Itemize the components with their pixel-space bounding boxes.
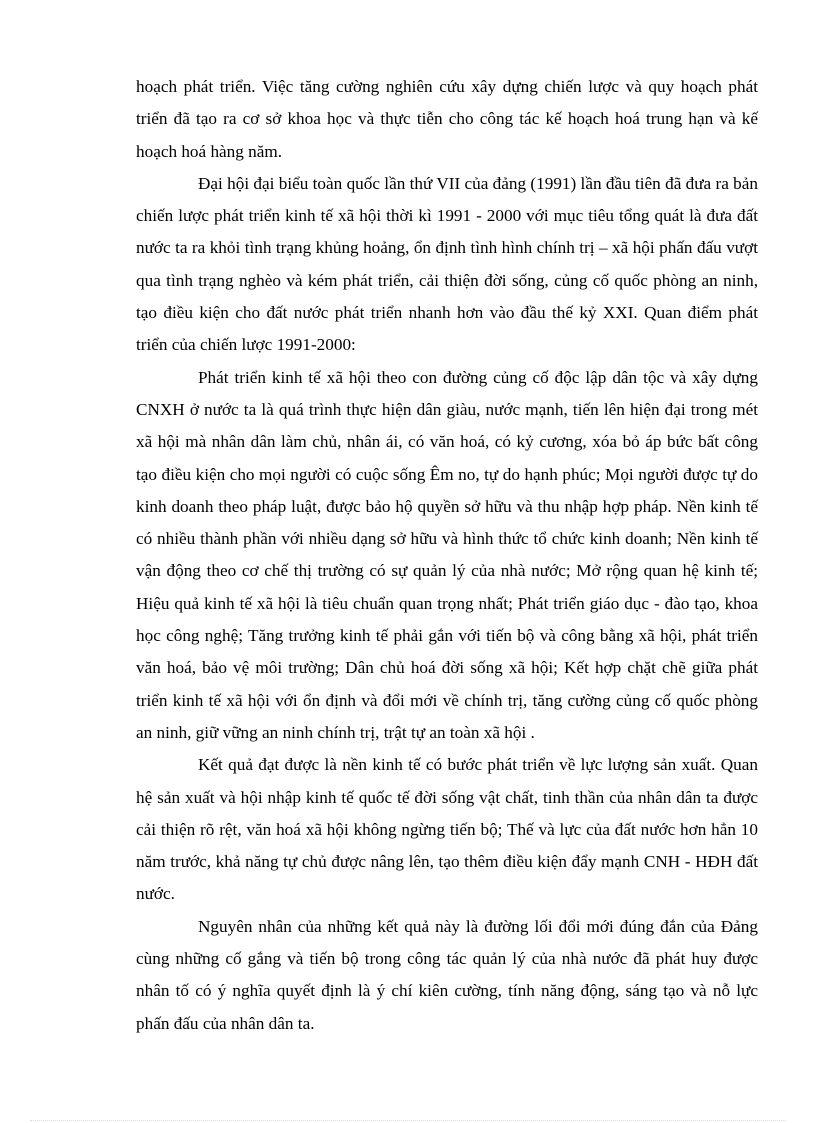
- paragraph-continuation: hoạch phát triển. Việc tăng cường nghiên cứu xây dựng chiến lược và quy hoạch phát triển đã tạo ra cơ sở khoa học và thực tiễn cho công tác kế hoạch hoá trung hạn và kế hoạch hoá hàng năm.: [136, 77, 758, 161]
- paragraph-causes: Nguyên nhân của những kết quả này là đường lối đổi mới đúng đắn của Đảng cùng những cố gắng và tiến bộ trong công tác quản lý của nhà nước đã phát huy được nhân tố có ý nghĩa quyết định là ý chí kiên cường, tính năng động, sáng tạo và nỗ lực phấn đấu của nhân dân ta.: [136, 916, 758, 1033]
- paragraph-development-viewpoints: Phát triển kinh tế xã hội theo con đường củng cố độc lập dân tộc và xây dựng CNXH ở nước ta là quá trình thực hiện dân giàu, nước mạnh, tiến lên hiện đại trong mét xã hội mà nhân dân làm chủ, nhân ái, có văn hoá, có kỷ cương, xóa bỏ áp bức bất công tạo điều kiện cho mọi người có cuộc sống Êm no, tự do hạnh phúc; Mọi người được tự do kinh doanh theo pháp luật, được bảo hộ quyền sở hữu và thu nhập hợp pháp. Nền kinh tế có nhiều thành phần với nhiều dạng sở hữu và hình thức tổ chức kinh doanh; Nền kinh tế vận động theo cơ chế thị trường có sự quản lý của nhà nước; Mở rộng quan hệ kinh tế; Hiệu quả kinh tế xã hội là tiêu chuẩn quan trọng nhất; Phát triển giáo dục - đào tạo, khoa học công nghệ; Tăng trưởng kinh tế phải gắn với tiến bộ và công bằng xã hội, phát triển văn hoá, bảo vệ môi trường; Dân chủ hoá đời sống xã hội; Kết hợp chặt chẽ giữa phát triển kinh tế xã hội với ổn định và đổi mới về chính trị, tăng cường củng cố quốc phòng an ninh, giữ vững an ninh chính trị, trật tự an toàn xã hội .: [136, 367, 758, 742]
- body-text: [136, 71, 758, 1040]
- paragraph-strategy-intro: Đại hội đại biểu toàn quốc lần thứ VII của đảng (1991) lần đầu tiên đã đưa ra bản chiến lược phát triển kinh tế xã hội thời kì 1991 - 2000 với mục tiêu tổng quát là đưa đất nước ta ra khỏi tình trạng khủng hoảng, ổn định tình hình chính trị – xã hội phấn đấu vượt qua tình trạng nghèo và kém phát triển, cải thiện đời sống, củng cố quốc phòng an ninh, tạo điều kiện cho đất nước phát triển nhanh hơn vào đầu thế kỷ XXI. Quan điểm phát triển của chiến lược 1991-2000:: [136, 173, 758, 355]
- paragraph-results: Kết quả đạt được là nền kinh tế có bước phát triển về lực lượng sản xuất. Quan hệ sản xuất và hội nhập kinh tế quốc tế đời sống vật chất, tinh thần của nhân dân ta được cải thiện rõ rệt, văn hoá xã hội không ngừng tiến bộ; Thế và lực của đất nước hơn hẳn 10 năm trước, khả năng tự chủ được nâng lên, tạo thêm điều kiện đẩy mạnh CNH - HĐH đất nước.: [136, 755, 758, 904]
- page-bottom-divider: [30, 1120, 786, 1121]
